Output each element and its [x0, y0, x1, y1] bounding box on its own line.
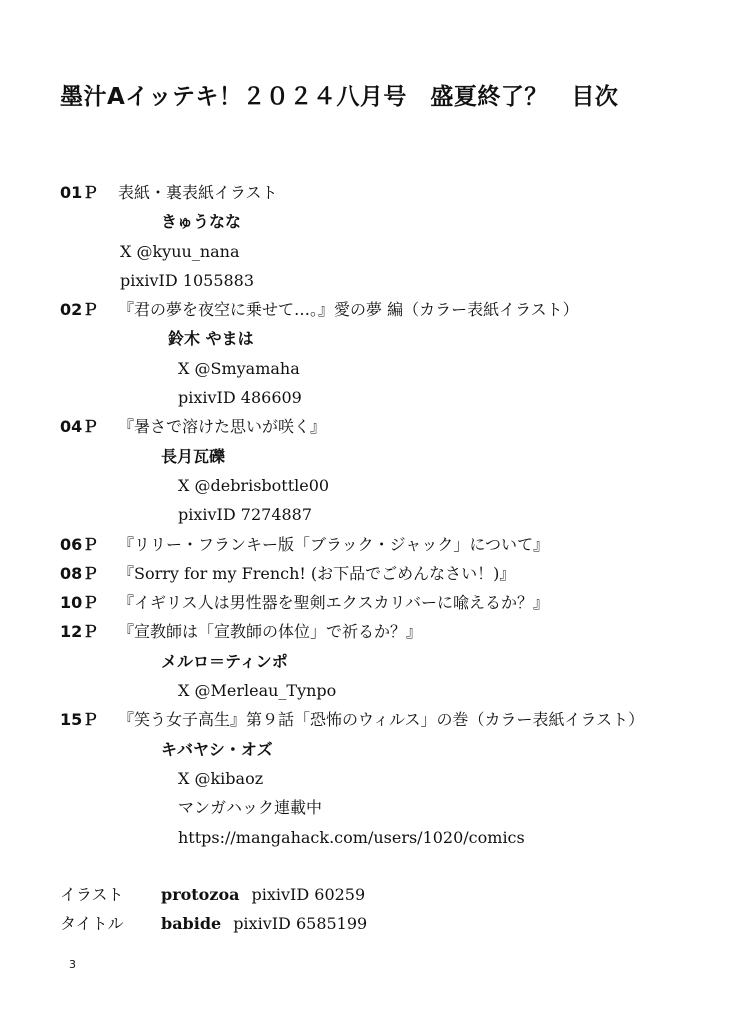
toc-entry-06: [0, 530, 730, 559]
credit-illustration: [0, 880, 730, 909]
toc-link-pixiv: pixivID 1055883: [120, 270, 255, 290]
toc-page-number: 02Ｐ: [60, 300, 99, 320]
toc-entry-15: [0, 705, 730, 851]
toc-link-x: X @Smyamaha: [178, 358, 300, 378]
credit-name: protozoa: [161, 885, 240, 904]
page-number: 3: [69, 958, 76, 971]
toc-link-x: X @debrisbottle00: [178, 475, 330, 495]
toc-link-pixiv: pixivID 7274887: [178, 505, 313, 525]
toc-artist: メルロ＝ティンポ: [161, 651, 288, 671]
toc-title: 『君の夢を夜空に乗せて…。』愛の夢 編（カラー表紙イラスト）: [118, 300, 579, 320]
toc-link-x: X @kibaoz: [178, 768, 264, 788]
toc-link-x: X @Merleau_Tynpo: [178, 681, 337, 701]
credit-name: babide: [161, 914, 222, 933]
toc-artist: 長月瓦礫: [161, 446, 226, 466]
toc-title: 『リリー・フランキー版「ブラック・ジャック」について』: [118, 534, 550, 554]
toc-page-number: 10Ｐ: [60, 593, 99, 613]
toc-artist: キバヤシ・オズ: [161, 739, 273, 759]
toc-title: 『暑さで溶けた思いが咲く』: [118, 417, 327, 437]
credit-label: イラスト: [60, 885, 124, 904]
toc-title: 『Sorry for my French! (お下品でごめんなさい！)』: [118, 563, 516, 583]
toc-page-number: 06Ｐ: [60, 534, 99, 554]
toc-title: 『笑う女子高生』第９話「恐怖のウィルス」の巻（カラー表紙イラスト）: [118, 710, 645, 730]
toc-page-number: 08Ｐ: [60, 563, 99, 583]
credit-pixiv-id: pixivID 60259: [251, 885, 366, 904]
toc-entry-04: [0, 412, 730, 529]
toc-entry-02: [0, 295, 730, 412]
credit-title-design: [0, 909, 730, 938]
page-title: 墨汁Aイッテキ！２０２４八月号 盛夏終了？ 目次: [60, 84, 619, 110]
toc-entry-01: [0, 178, 730, 295]
toc-link-pixiv: pixivID 486609: [178, 388, 302, 408]
toc-artist: きゅうなな: [161, 212, 242, 232]
credits: [0, 880, 730, 938]
toc-serialization-note: マンガハック連載中: [178, 798, 323, 818]
toc-title: 『宣教師は「宣教師の体位」で祈るか？』: [118, 622, 423, 642]
toc-link-x: X @kyuu_nana: [120, 241, 240, 261]
credit-pixiv-id: pixivID 6585199: [233, 914, 368, 933]
toc-title: 表紙・裏表紙イラスト: [118, 183, 278, 202]
toc-page-number: 15Ｐ: [60, 710, 99, 730]
credit-label: タイトル: [60, 914, 124, 933]
toc-artist: 鈴木 やまは: [168, 329, 254, 349]
toc-entry-12: [0, 617, 730, 705]
toc-entry-10: [0, 588, 730, 617]
toc-entry-08: [0, 559, 730, 588]
toc-page-number: 12Ｐ: [60, 622, 99, 642]
toc-link-url: https://mangahack.com/users/1020/comics: [178, 827, 525, 847]
toc-title: 『イギリス人は男性器を聖剣エクスカリバーに喩えるか？』: [118, 593, 550, 613]
table-of-contents: [0, 178, 730, 852]
toc-page-number: 04Ｐ: [60, 417, 99, 437]
toc-page-number: 01Ｐ: [60, 183, 99, 202]
